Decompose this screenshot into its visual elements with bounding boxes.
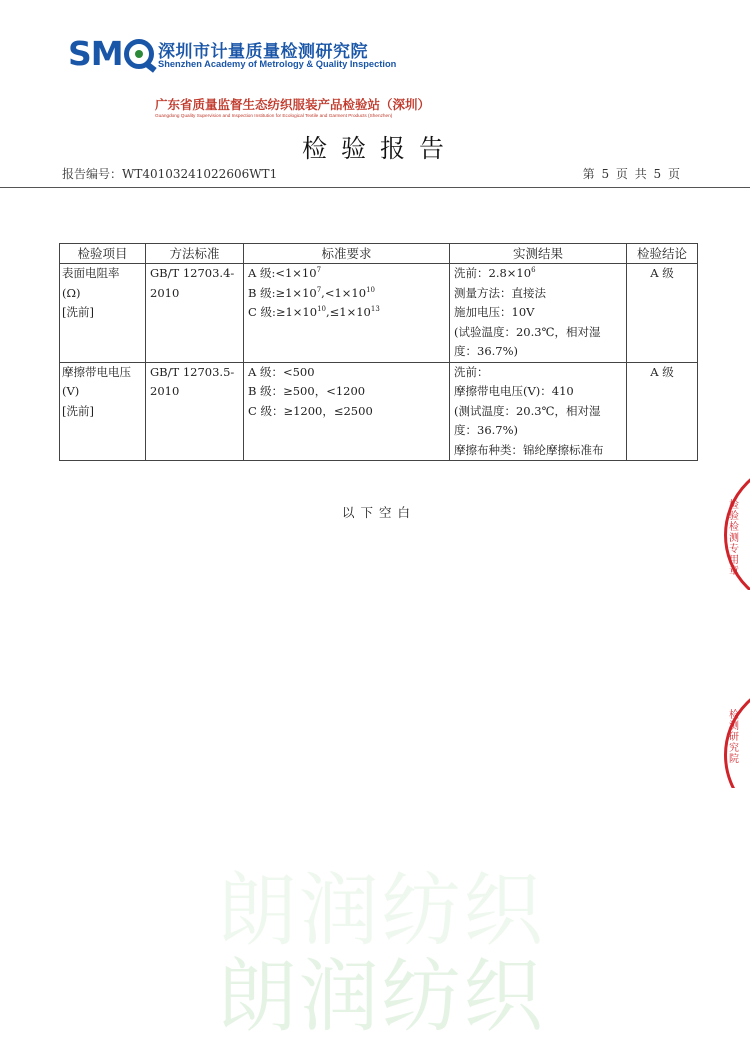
table-header-row [60,244,698,264]
result-line: 摩擦带电电压(V)：410 [454,384,574,398]
institute-name-cn: 深圳市计量质量检测研究院 [158,42,368,62]
test-item-name: 摩擦带电电压 [62,364,131,379]
requirement-grade-b: B 级$:\ge 1\times 10^7,<1\times 10^{10}$ [248,285,375,300]
result-line: 洗前：$2.8\times 10^6$ [454,266,536,280]
header-item: 检验项目 [60,244,146,264]
header-divider [0,187,750,188]
institute-name-en: Shenzhen Academy of Metrology & Quality Inspection [158,59,397,69]
header-method: 方法标准 [146,244,244,264]
method-standard: GB/T 12703.4- [150,266,235,280]
watermark-text: 朗润纺织 [217,864,545,957]
station-name-en: Guangdong Quality Supervision and Inspection Institution for Ecological Textile and Garment Products (Shenzhen) [155,113,393,118]
result-cell [450,362,627,461]
seal-lettering: 检验检测专用章 [729,500,739,577]
requirement-grade-c: C 级$:\ge 1\times 10^{10},\le 1\times 10^{13}$ [248,305,380,319]
result-line: (试验温度：20.3℃，相对湿 [454,324,601,339]
results-table [59,243,698,461]
report-title: 检验报告 [301,134,458,163]
watermark-text: 朗润纺织 [217,950,545,1043]
official-seal-lower [720,680,750,788]
report-number: 报告编号：WT40103241022606WT1 [62,167,278,181]
result-line: 测量方法：直接法 [454,285,546,300]
result-cell [450,264,627,363]
result-line: 洗前： [454,364,489,379]
header-conclusion: 检验结论 [627,244,698,264]
test-item-name: 表面电阻率 [62,266,120,280]
method-cell [146,362,244,461]
requirement-grade-a: A 级$:<1\times 10^7$ [248,266,322,280]
result-line: 度：36.7%) [454,344,519,358]
test-item-cell [60,264,146,363]
method-standard: GB/T 12703.5- [150,364,235,379]
test-item-cell [60,362,146,461]
page-indicator: 第 5 页 共 5 页 [582,167,680,181]
requirement-cell [244,362,450,461]
result-line: 摩擦布种类：锦纶摩擦标准布 [454,442,604,457]
requirement-grade-b: B 级：≥500，<1200 [248,384,366,398]
method-year: 2010 [150,285,180,300]
station-name-cn: 广东省质量监督生态纺织服装产品检验站（深圳） [155,97,431,112]
method-year: 2010 [150,384,180,398]
smq-q-icon [124,39,154,69]
result-line: (测试温度：20.3℃，相对湿 [454,403,601,418]
test-item-unit: (V) [62,384,80,398]
table-row [60,362,698,461]
method-cell [146,264,244,363]
result-line: 度：36.7%) [454,423,519,437]
official-seal-upper [720,478,750,590]
header-requirement: 标准要求 [244,244,450,264]
smq-logo: SM [68,34,154,74]
header-result: 实测结果 [450,244,627,264]
requirement-grade-c: C 级：≥1200，≤2500 [248,403,373,418]
seal-lettering: 检测研究院 [729,710,739,765]
test-item-unit: (Ω) [62,285,81,300]
requirement-cell [244,264,450,363]
institute-logo [68,34,408,78]
table-row [60,264,698,363]
requirement-grade-a: A 级：<500 [248,364,315,379]
test-item-condition: [洗前] [62,305,94,319]
conclusion-cell: A 级 [627,264,698,363]
blank-remainder-note: 以下空白 [341,505,416,520]
result-line: 施加电压：10V [454,305,535,319]
conclusion-cell: A 级 [627,362,698,461]
test-item-condition: [洗前] [62,403,94,418]
